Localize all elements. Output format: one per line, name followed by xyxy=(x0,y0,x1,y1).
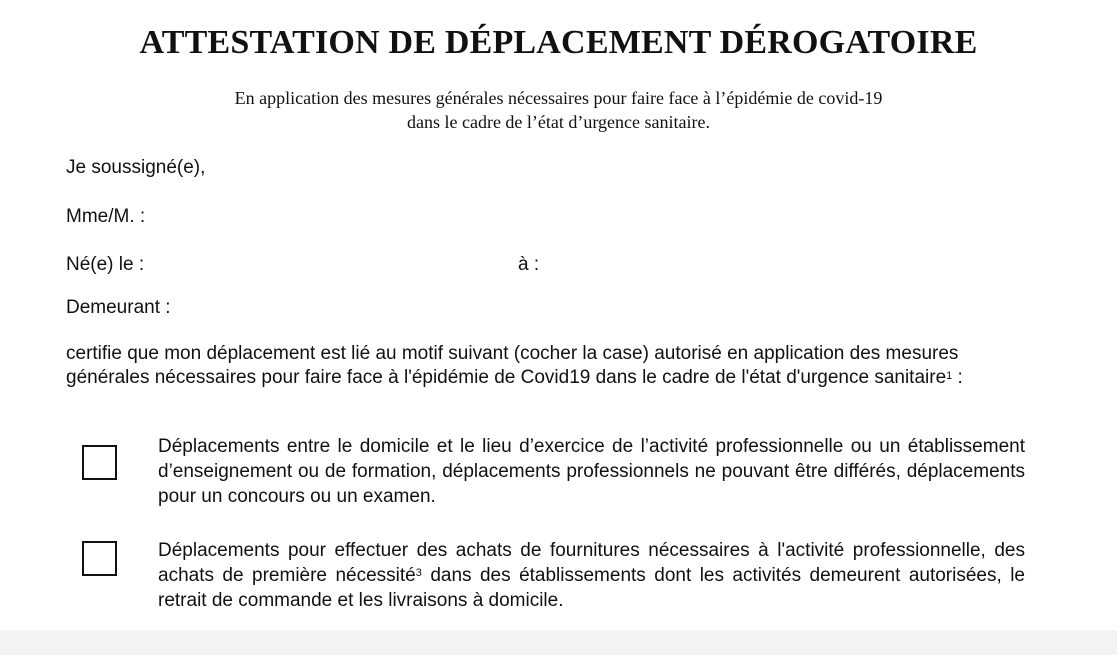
footnote-ref-3: 3 xyxy=(415,567,422,579)
motif-shopping-before: Déplacements pour effectuer des achats de fournitures nécessaires à l'activité professionnelle, des achats de première nécessité xyxy=(158,540,1025,586)
motif-checkbox-work[interactable] xyxy=(82,445,117,480)
birth-date-label: Né(e) le : xyxy=(66,254,145,275)
birth-place-label: à : xyxy=(518,254,540,275)
certification-body: certifie que mon déplacement est lié au motif suivant (cocher la case) autorisé en application des mesures générales nécessaires pour faire face à l'épidémie de Covid19 dans le cadre de l'état d'urgence sanitaire xyxy=(66,343,959,388)
motif-shopping-after: dans des établissements dont les activités demeurent autorisées, le retrait de commande et les livraisons à domicile. xyxy=(158,565,1026,611)
certification-text xyxy=(66,342,1026,390)
footnote-ref-1: 1 xyxy=(946,370,953,382)
intro-text: Je soussigné(e), xyxy=(66,157,206,178)
document-title: ATTESTATION DE DÉPLACEMENT DÉROGATOIRE xyxy=(139,24,978,61)
motif-text-shopping xyxy=(158,538,1025,613)
subtitle-line-2: dans le cadre de l’état d’urgence sanitaire. xyxy=(406,112,710,132)
address-label: Demeurant : xyxy=(66,297,171,318)
document-subtitle xyxy=(0,86,1117,134)
certification-suffix: : xyxy=(952,367,963,388)
motif-text-work: Déplacements entre le domicile et le lieu d’exercice de l’activité professionnelle ou un établissement d’enseignement ou de formation, déplacements professionnels ne pouvant être différés, déplacements pour un concours ou un examen. xyxy=(158,436,1025,507)
motif-checkbox-shopping[interactable] xyxy=(82,541,117,576)
name-label: Mme/M. : xyxy=(66,206,146,227)
subtitle-line-1: En application des mesures générales nécessaires pour faire face à l’épidémie de covid-19 xyxy=(234,88,883,108)
page-bottom-edge xyxy=(0,630,1117,655)
